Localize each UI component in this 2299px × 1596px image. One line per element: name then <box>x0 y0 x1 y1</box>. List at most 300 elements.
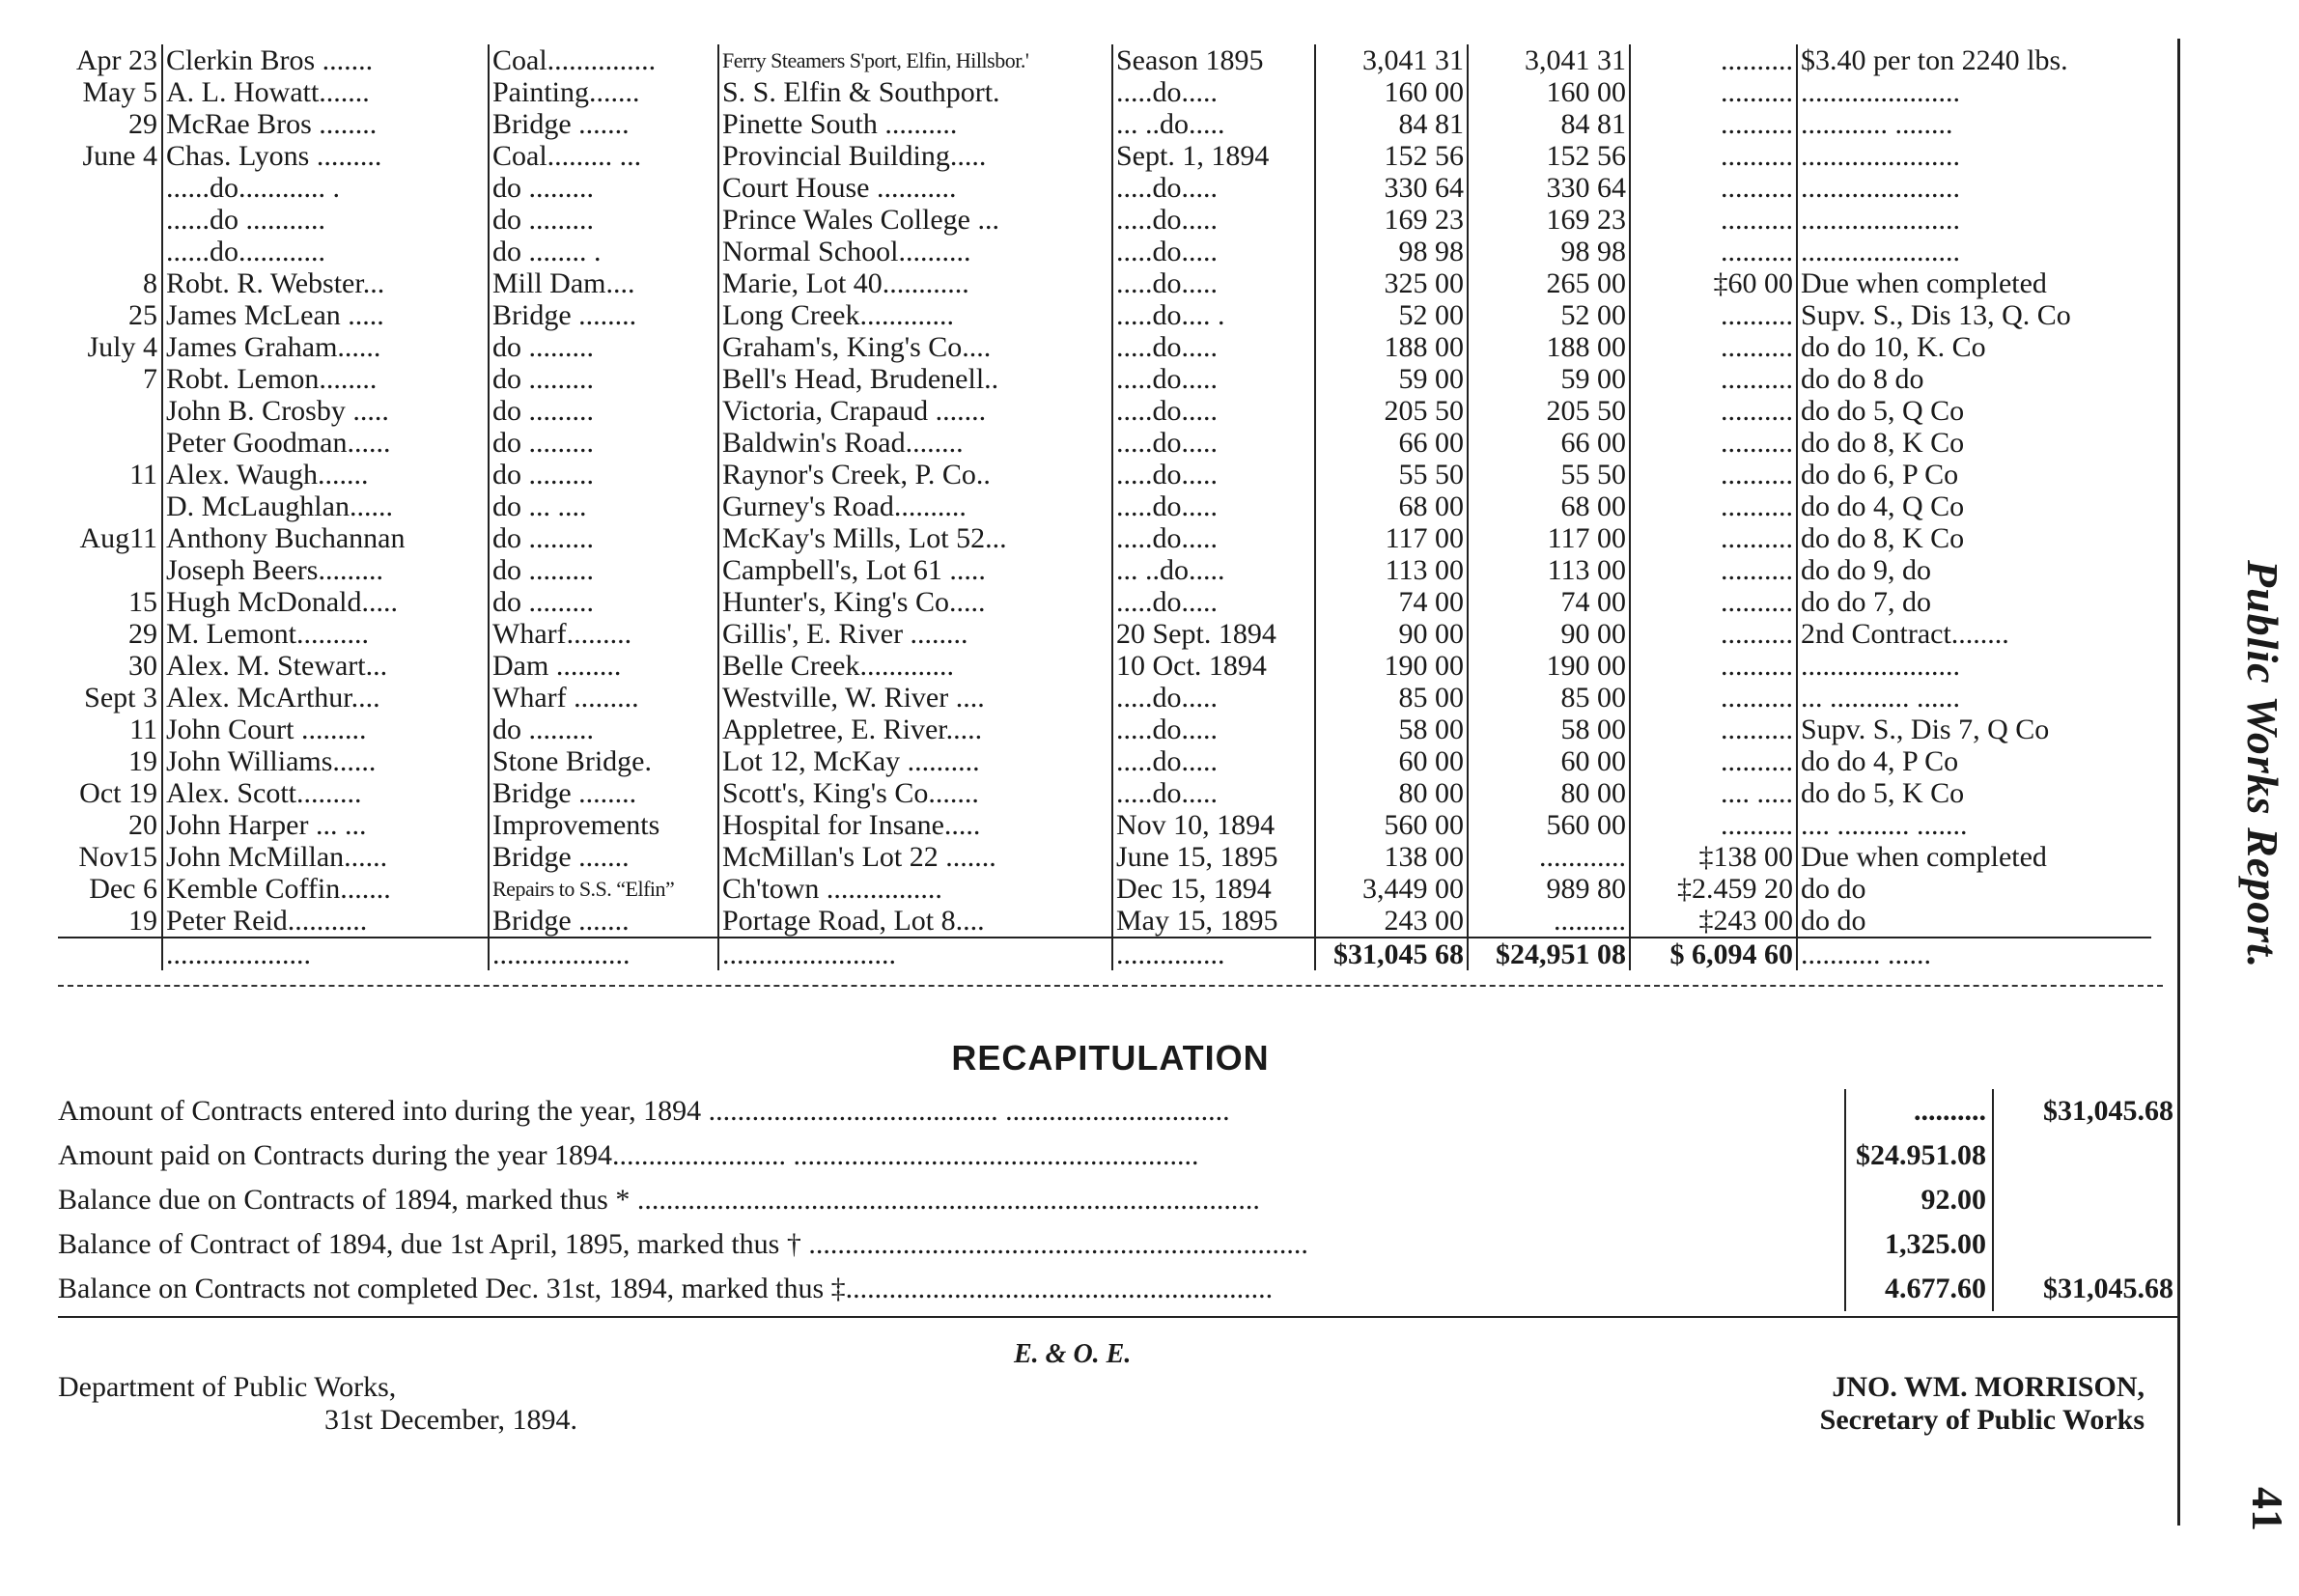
contractor-name-cell: John B. Crosby ..... <box>162 395 489 427</box>
amount-paid-cell: 205 50 <box>1468 395 1630 427</box>
total-remarks-cell: ........... ...... <box>1797 938 2151 970</box>
contractor-name-cell: Peter Reid........... <box>162 905 489 938</box>
recap-label: Balance of Contract of 1894, due 1st April, 1895, marked thus † ..................................................................... <box>58 1228 1308 1260</box>
completion-time-cell: ... ..do..... <box>1112 108 1315 140</box>
contract-amount-cell: 243 00 <box>1315 905 1468 938</box>
balance-due-cell: .......... <box>1630 459 1797 490</box>
remarks-cell: do do 7, do <box>1797 586 2151 618</box>
remarks-cell: Due when completed <box>1797 267 2151 299</box>
work-place-cell: Scott's, King's Co....... <box>718 777 1112 809</box>
balance-due-cell: ‡243 00 <box>1630 905 1797 938</box>
completion-time-cell: Sept. 1, 1894 <box>1112 140 1315 172</box>
amount-paid-cell: 66 00 <box>1468 427 1630 459</box>
balance-due-cell: .......... <box>1630 745 1797 777</box>
table-row <box>58 777 2151 809</box>
recap-row <box>58 1267 2177 1311</box>
work-type-cell: do ......... <box>489 459 718 490</box>
work-type-cell: do ......... <box>489 172 718 204</box>
entry-date-cell: 11 <box>129 714 157 745</box>
balance-due-cell: .......... <box>1630 427 1797 459</box>
amount-paid-cell: 85 00 <box>1468 682 1630 714</box>
work-type-cell: do ......... <box>489 714 718 745</box>
entry-date-cell: 8 <box>143 267 157 299</box>
completion-time-cell: 10 Oct. 1894 <box>1112 650 1315 682</box>
balance-due-cell: .......... <box>1630 490 1797 522</box>
table-row <box>58 522 2151 554</box>
amount-paid-cell: 560 00 <box>1468 809 1630 841</box>
recap-label: Balance due on Contracts of 1894, marked thus * ...................................................................................... <box>58 1184 1260 1216</box>
balance-due-cell: .... ..... <box>1630 777 1797 809</box>
amount-paid-cell: 68 00 <box>1468 490 1630 522</box>
completion-time-cell: Dec 15, 1894 <box>1112 873 1315 905</box>
contract-amount-cell: 80 00 <box>1315 777 1468 809</box>
amount-paid-cell: 190 00 <box>1468 650 1630 682</box>
contract-amount-cell: 169 23 <box>1315 204 1468 236</box>
amount-paid-cell: 84 81 <box>1468 108 1630 140</box>
work-place-cell: Portage Road, Lot 8.... <box>718 905 1112 938</box>
entry-date-cell: 20 <box>128 809 157 841</box>
contract-amount-cell: 3,449 00 <box>1315 873 1468 905</box>
work-type-cell: Coal......... ... <box>489 140 718 172</box>
remarks-cell: ............ ........ <box>1797 108 2151 140</box>
table-row <box>58 395 2151 427</box>
contractor-name-cell: Kemble Coffin....... <box>162 873 489 905</box>
entry-date-cell <box>58 395 162 427</box>
completion-time-cell: .....do..... <box>1112 427 1315 459</box>
balance-due-cell: .......... <box>1630 363 1797 395</box>
amount-paid-cell: 117 00 <box>1468 522 1630 554</box>
work-place-cell: Victoria, Crapaud ....... <box>718 395 1112 427</box>
contractor-name-cell: Robt. Lemon........ <box>162 363 489 395</box>
remarks-cell: do do <box>1797 873 2151 905</box>
remarks-cell: do do 4, P Co <box>1797 745 2151 777</box>
recap-itemized-amount: .......... <box>1844 1089 1992 1134</box>
work-place-cell: Provincial Building..... <box>718 140 1112 172</box>
work-type-cell: do ......... <box>489 395 718 427</box>
department-name: Department of Public Works, <box>58 1371 397 1403</box>
work-type-cell: do ........ . <box>489 236 718 267</box>
contract-amount-cell: 188 00 <box>1315 331 1468 363</box>
entry-date-cell: Dec 6 <box>89 873 157 905</box>
signature-title: Secretary of Public Works <box>1819 1404 2145 1436</box>
contract-amount-cell: 58 00 <box>1315 714 1468 745</box>
completion-time-cell: ... ..do..... <box>1112 554 1315 586</box>
contract-amount-cell: 66 00 <box>1315 427 1468 459</box>
table-row <box>58 618 2151 650</box>
work-place-cell: Court House ........... <box>718 172 1112 204</box>
completion-time-cell: .....do.... . <box>1112 299 1315 331</box>
balance-due-cell: .......... <box>1630 44 1797 76</box>
balance-due-cell: .......... <box>1630 395 1797 427</box>
recap-total-amount <box>1992 1222 2173 1267</box>
contractor-name-cell: Alex. M. Stewart... <box>162 650 489 682</box>
table-row <box>58 650 2151 682</box>
recap-total-amount: $31,045.68 <box>1992 1267 2173 1311</box>
recap-itemized-amount: $24.951.08 <box>1844 1134 1992 1178</box>
entry-date-cell: Oct 19 <box>79 777 157 809</box>
work-place-cell: Hunter's, King's Co..... <box>718 586 1112 618</box>
table-row <box>58 745 2151 777</box>
amount-paid-cell: 55 50 <box>1468 459 1630 490</box>
completion-time-cell: Season 1895 <box>1112 44 1315 76</box>
contract-amount-cell: 325 00 <box>1315 267 1468 299</box>
completion-time-cell: .....do..... <box>1112 459 1315 490</box>
work-type-cell: Repairs to S.S. “Elfin” <box>489 873 718 905</box>
completion-time-cell: May 15, 1895 <box>1112 905 1315 938</box>
completion-time-cell: .....do..... <box>1112 363 1315 395</box>
remarks-cell: do do 9, do <box>1797 554 2151 586</box>
contractor-name-cell: Joseph Beers......... <box>162 554 489 586</box>
recap-total-amount <box>1992 1178 2173 1222</box>
table-row <box>58 714 2151 745</box>
balance-due-cell: .......... <box>1630 554 1797 586</box>
amount-paid-cell: 80 00 <box>1468 777 1630 809</box>
amount-paid-cell: 52 00 <box>1468 299 1630 331</box>
entry-date-cell <box>58 172 162 204</box>
work-place-cell: Marie, Lot 40............ <box>718 267 1112 299</box>
total-work-place-cell: ........................ <box>718 938 1112 970</box>
contract-amount-cell: 205 50 <box>1315 395 1468 427</box>
contract-amount-cell: 59 00 <box>1315 363 1468 395</box>
work-place-cell: Long Creek............. <box>718 299 1112 331</box>
entry-date-cell: May 5 <box>82 76 157 108</box>
work-type-cell: do ......... <box>489 427 718 459</box>
entry-date-cell: Sept 3 <box>84 682 157 714</box>
contract-amount-cell: 60 00 <box>1315 745 1468 777</box>
recap-itemized-amount: 4.677.60 <box>1844 1267 1992 1311</box>
work-place-cell: Lot 12, McKay .......... <box>718 745 1112 777</box>
remarks-cell: Supv. S., Dis 7, Q Co <box>1797 714 2151 745</box>
work-type-cell: Wharf......... <box>489 618 718 650</box>
entry-date-cell: 15 <box>128 586 157 618</box>
remarks-cell: do do 5, K Co <box>1797 777 2151 809</box>
completion-time-cell: .....do..... <box>1112 204 1315 236</box>
contract-amount-cell: 113 00 <box>1315 554 1468 586</box>
remarks-cell: do do <box>1797 905 2151 938</box>
remarks-cell: ...................... <box>1797 650 2151 682</box>
amount-paid-cell: ............ <box>1468 841 1630 873</box>
table-row <box>58 76 2151 108</box>
recap-label: Balance on Contracts not completed Dec. 31st, 1894, marked thus ‡........................................................... <box>58 1273 1274 1304</box>
entry-date-cell: June 4 <box>82 140 157 172</box>
table-row <box>58 267 2151 299</box>
amount-paid-cell: 90 00 <box>1468 618 1630 650</box>
contractor-name-cell: ......do ........... <box>162 204 489 236</box>
table-row <box>58 204 2151 236</box>
work-place-cell: Appletree, E. River..... <box>718 714 1112 745</box>
remarks-cell: do do 5, Q Co <box>1797 395 2151 427</box>
entry-date-cell: 19 <box>128 745 157 777</box>
table-row <box>58 108 2151 140</box>
work-place-cell: S. S. Elfin & Southport. <box>718 76 1112 108</box>
contractor-name-cell: Hugh McDonald..... <box>162 586 489 618</box>
balance-due-cell: ‡60 00 <box>1630 267 1797 299</box>
contract-amount-cell: 55 50 <box>1315 459 1468 490</box>
balance-due-cell: .......... <box>1630 809 1797 841</box>
total-contract-amount-cell: $31,045 68 <box>1315 938 1468 970</box>
work-type-cell: Bridge ........ <box>489 299 718 331</box>
work-type-cell: Bridge ....... <box>489 905 718 938</box>
table-row <box>58 586 2151 618</box>
table-row <box>58 554 2151 586</box>
completion-time-cell: .....do..... <box>1112 586 1315 618</box>
balance-due-cell: .......... <box>1630 140 1797 172</box>
contractor-name-cell: M. Lemont.......... <box>162 618 489 650</box>
contract-amount-cell: 117 00 <box>1315 522 1468 554</box>
entry-date-cell <box>58 554 162 586</box>
department-dateline <box>58 1371 577 1437</box>
table-row <box>58 140 2151 172</box>
table-row <box>58 841 2151 873</box>
work-place-cell: Campbell's, Lot 61 ..... <box>718 554 1112 586</box>
recap-row <box>58 1134 2177 1178</box>
contractor-name-cell: Robt. R. Webster... <box>162 267 489 299</box>
completion-time-cell: .....do..... <box>1112 395 1315 427</box>
total-amount-paid-cell: $24,951 08 <box>1468 938 1630 970</box>
table-row <box>58 299 2151 331</box>
work-type-cell: Bridge ........ <box>489 777 718 809</box>
contract-amount-cell: 3,041 31 <box>1315 44 1468 76</box>
amount-paid-cell: 169 23 <box>1468 204 1630 236</box>
work-place-cell: Gillis', E. River ........ <box>718 618 1112 650</box>
remarks-cell: .... .......... ....... <box>1797 809 2151 841</box>
completion-time-cell: .....do..... <box>1112 267 1315 299</box>
contract-amount-cell: 98 98 <box>1315 236 1468 267</box>
recap-label: Amount paid on Contracts during the year 1894........................ ........................................................ <box>58 1139 1199 1171</box>
table-row <box>58 172 2151 204</box>
work-type-cell: Painting....... <box>489 76 718 108</box>
work-type-cell: Improvements <box>489 809 718 841</box>
remarks-cell: Supv. S., Dis 13, Q. Co <box>1797 299 2151 331</box>
balance-due-cell: ‡138 00 <box>1630 841 1797 873</box>
completion-time-cell: .....do..... <box>1112 172 1315 204</box>
work-type-cell: Bridge ....... <box>489 841 718 873</box>
amount-paid-cell: 330 64 <box>1468 172 1630 204</box>
total-entry-date-cell <box>58 938 162 970</box>
remarks-cell: ...................... <box>1797 172 2151 204</box>
amount-paid-cell: 98 98 <box>1468 236 1630 267</box>
work-type-cell: do ... .... <box>489 490 718 522</box>
balance-due-cell: .......... <box>1630 586 1797 618</box>
remarks-cell: ...................... <box>1797 140 2151 172</box>
remarks-cell: do do 4, Q Co <box>1797 490 2151 522</box>
remarks-cell: ...................... <box>1797 236 2151 267</box>
remarks-cell: do do 10, K. Co <box>1797 331 2151 363</box>
contract-amount-cell: 330 64 <box>1315 172 1468 204</box>
balance-due-cell: .......... <box>1630 650 1797 682</box>
table-row <box>58 905 2151 938</box>
entry-date-cell: 25 <box>128 299 157 331</box>
work-type-cell: Mill Dam.... <box>489 267 718 299</box>
balance-due-cell: .......... <box>1630 331 1797 363</box>
total-completion-time-cell: ............... <box>1112 938 1315 970</box>
balance-due-cell: .......... <box>1630 76 1797 108</box>
entry-date-cell: 7 <box>143 363 157 395</box>
work-place-cell: Normal School.......... <box>718 236 1112 267</box>
amount-paid-cell: 989 80 <box>1468 873 1630 905</box>
work-place-cell: Prince Wales College ... <box>718 204 1112 236</box>
entry-date-cell <box>58 490 162 522</box>
table-row <box>58 427 2151 459</box>
work-place-cell: Ch'town ................ <box>718 873 1112 905</box>
work-place-cell: Bell's Head, Brudenell.. <box>718 363 1112 395</box>
work-type-cell: do ......... <box>489 586 718 618</box>
table-bottom-rule <box>58 985 2163 987</box>
totals-row <box>58 938 2151 970</box>
contractor-name-cell: John McMillan...... <box>162 841 489 873</box>
balance-due-cell: .......... <box>1630 682 1797 714</box>
entry-date-cell: Nov15 <box>78 841 157 873</box>
work-place-cell: McKay's Mills, Lot 52... <box>718 522 1112 554</box>
completion-time-cell: June 15, 1895 <box>1112 841 1315 873</box>
contractor-name-cell: Anthony Buchannan <box>162 522 489 554</box>
amount-paid-cell: 59 00 <box>1468 363 1630 395</box>
contract-amount-cell: 560 00 <box>1315 809 1468 841</box>
contractor-name-cell: John Williams...... <box>162 745 489 777</box>
contract-amount-cell: 84 81 <box>1315 108 1468 140</box>
completion-time-cell: 20 Sept. 1894 <box>1112 618 1315 650</box>
contract-amount-cell: 190 00 <box>1315 650 1468 682</box>
remarks-cell: ...................... <box>1797 204 2151 236</box>
balance-due-cell: .......... <box>1630 204 1797 236</box>
dateline-date: 31st December, 1894. <box>324 1404 578 1436</box>
amount-paid-cell: 3,041 31 <box>1468 44 1630 76</box>
entry-date-cell: 29 <box>128 108 157 140</box>
recap-itemized-amount: 1,325.00 <box>1844 1222 1992 1267</box>
remarks-cell: do do 8, K Co <box>1797 427 2151 459</box>
contractor-name-cell: A. L. Howatt....... <box>162 76 489 108</box>
entry-date-cell: Apr 23 <box>75 44 157 76</box>
table-row <box>58 44 2151 76</box>
contractor-name-cell: Chas. Lyons ......... <box>162 140 489 172</box>
contractor-name-cell: John Harper ... ... <box>162 809 489 841</box>
remarks-cell: 2nd Contract........ <box>1797 618 2151 650</box>
work-type-cell: Coal............... <box>489 44 718 76</box>
balance-due-cell: .......... <box>1630 172 1797 204</box>
balance-due-cell: .......... <box>1630 299 1797 331</box>
table-row <box>58 490 2151 522</box>
remarks-cell: ... ........... ...... <box>1797 682 2151 714</box>
work-place-cell: Raynor's Creek, P. Co.. <box>718 459 1112 490</box>
work-place-cell: Westville, W. River .... <box>718 682 1112 714</box>
contract-amount-cell: 52 00 <box>1315 299 1468 331</box>
amount-paid-cell: 60 00 <box>1468 745 1630 777</box>
recap-total-amount: $31,045.68 <box>1992 1089 2173 1134</box>
table-row <box>58 682 2151 714</box>
remarks-cell: ...................... <box>1797 76 2151 108</box>
entry-date-cell: 19 <box>128 905 157 937</box>
recap-total-amount <box>1992 1134 2173 1178</box>
table-row <box>58 873 2151 905</box>
recapitulation-title: RECAPITULATION <box>951 1038 1270 1078</box>
entry-date-cell <box>58 204 162 236</box>
recapitulation-table <box>58 1089 2177 1311</box>
work-type-cell: do ......... <box>489 204 718 236</box>
work-place-cell: Hospital for Insane..... <box>718 809 1112 841</box>
signature-name: JNO. WM. MORRISON, <box>1832 1371 2145 1403</box>
work-place-cell: Belle Creek............. <box>718 650 1112 682</box>
table-row <box>58 236 2151 267</box>
contract-amount-cell: 90 00 <box>1315 618 1468 650</box>
recap-row <box>58 1178 2177 1222</box>
contract-amount-cell: 160 00 <box>1315 76 1468 108</box>
balance-due-cell: .......... <box>1630 618 1797 650</box>
entry-date-cell: 29 <box>128 618 157 650</box>
amount-paid-cell: .......... <box>1468 905 1630 938</box>
contractor-name-cell: Alex. Scott......... <box>162 777 489 809</box>
work-place-cell: Gurney's Road.......... <box>718 490 1112 522</box>
work-type-cell: do ......... <box>489 522 718 554</box>
contractor-name-cell: D. McLaughlan...... <box>162 490 489 522</box>
work-type-cell: Dam ......... <box>489 650 718 682</box>
amount-paid-cell: 152 56 <box>1468 140 1630 172</box>
balance-due-cell: .......... <box>1630 108 1797 140</box>
balance-due-cell: .......... <box>1630 522 1797 554</box>
entry-date-cell: July 4 <box>87 331 157 363</box>
completion-time-cell: .....do..... <box>1112 714 1315 745</box>
table-row <box>58 331 2151 363</box>
balance-due-cell: .......... <box>1630 236 1797 267</box>
recap-label: Amount of Contracts entered into during the year, 1894 ........................................ ............................... <box>58 1095 1230 1127</box>
completion-time-cell: .....do..... <box>1112 745 1315 777</box>
completion-time-cell: .....do..... <box>1112 522 1315 554</box>
amount-paid-cell: 188 00 <box>1468 331 1630 363</box>
total-contractor-name-cell: .................... <box>162 938 489 970</box>
running-head: Public Works Report. <box>2238 560 2287 969</box>
balance-due-cell: .......... <box>1630 714 1797 745</box>
work-type-cell: do ......... <box>489 554 718 586</box>
contracts-table-body <box>58 44 2151 970</box>
total-work-type-cell: ................... <box>489 938 718 970</box>
contractor-name-cell: John Court ......... <box>162 714 489 745</box>
work-type-cell: Bridge ....... <box>489 108 718 140</box>
balance-due-cell: ‡2.459 20 <box>1630 873 1797 905</box>
contractor-name-cell: Clerkin Bros ....... <box>162 44 489 76</box>
right-margin-rule <box>2177 39 2180 1526</box>
completion-time-cell: .....do..... <box>1112 777 1315 809</box>
table-row <box>58 459 2151 490</box>
recap-row <box>58 1222 2177 1267</box>
table-row <box>58 363 2151 395</box>
work-type-cell: do ......... <box>489 331 718 363</box>
contractor-name-cell: Alex. Waugh....... <box>162 459 489 490</box>
work-type-cell: do ......... <box>489 363 718 395</box>
amount-paid-cell: 160 00 <box>1468 76 1630 108</box>
recap-row <box>58 1089 2177 1134</box>
contractor-name-cell: McRae Bros ........ <box>162 108 489 140</box>
recap-itemized-amount: 92.00 <box>1844 1178 1992 1222</box>
work-place-cell: Graham's, King's Co.... <box>718 331 1112 363</box>
contractor-name-cell: ......do............ <box>162 236 489 267</box>
contracts-table <box>58 44 2151 970</box>
contractor-name-cell: James Graham...... <box>162 331 489 363</box>
remarks-cell: do do 8 do <box>1797 363 2151 395</box>
page-number: 41 <box>2243 1487 2292 1531</box>
work-place-cell: Baldwin's Road........ <box>718 427 1112 459</box>
completion-time-cell: .....do..... <box>1112 682 1315 714</box>
recapitulation-bottom-rule <box>58 1316 2177 1318</box>
completion-time-cell: Nov 10, 1894 <box>1112 809 1315 841</box>
work-type-cell: Stone Bridge. <box>489 745 718 777</box>
work-type-cell: Wharf ......... <box>489 682 718 714</box>
amount-paid-cell: 58 00 <box>1468 714 1630 745</box>
contract-amount-cell: 74 00 <box>1315 586 1468 618</box>
remarks-cell: Due when completed <box>1797 841 2151 873</box>
completion-time-cell: .....do..... <box>1112 236 1315 267</box>
contractor-name-cell: Alex. McArthur.... <box>162 682 489 714</box>
amount-paid-cell: 113 00 <box>1468 554 1630 586</box>
signature-block <box>1820 1371 2145 1437</box>
